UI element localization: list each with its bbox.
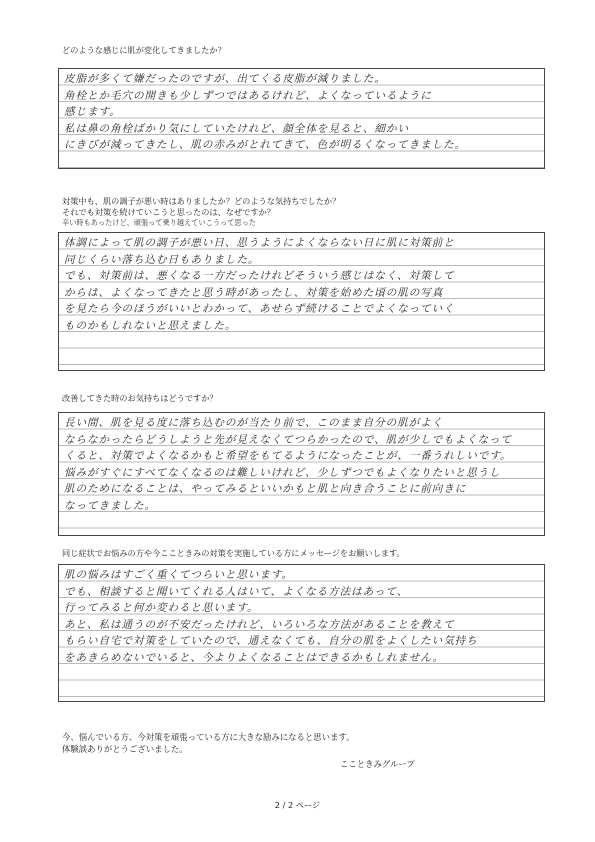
- answer-line: なってきました。: [64, 499, 156, 512]
- question-message: [62, 548, 542, 559]
- answer-line: くると、対策でよくなるかもと希望をもてるようになったことが、一番うれしいです。: [64, 450, 512, 462]
- answer-box-skin-change: [58, 68, 545, 169]
- answer-line: [64, 514, 541, 531]
- answer-line: 同じくらい落ち込む日もありました。: [64, 253, 260, 266]
- answer-line: ものかもしれないと思えました。: [64, 319, 237, 332]
- answer-line: をあきらめないでいると、今よりよくなることはできるかもしれません。: [64, 651, 444, 664]
- answer-line: 私は鼻の角栓ばかり気にしていたけれど、顔全体を見ると、細かい: [64, 122, 409, 135]
- answer-line: 悩みがすぐにすべてなくなるのは難しいけれど、少しずつでもよくなりたいと思うし: [64, 466, 501, 479]
- answer-line: 感じます。: [64, 106, 121, 118]
- answer-line: 長い間、肌を見る度に落ち込むのが当たり前で、このまま自分の肌がよく: [64, 417, 444, 429]
- answer-line: 肌のためになることは、やってみるといいかもと肌と向き合うことに前向きに: [64, 483, 467, 495]
- question-line: どのような感じに肌が変化してきましたか？: [62, 45, 226, 55]
- answer-line: ならなかったらどうしようと先が見えなくてつらかったので、肌が少しでもよくなって: [64, 433, 513, 446]
- question-line: それでも対策を続けていこうと思ったのは、なぜですか？: [62, 207, 275, 217]
- closing-line: 体験談ありがとうございました。: [62, 744, 188, 754]
- group-name: ここときみグループ: [340, 759, 415, 769]
- question-skin-change: [62, 45, 542, 56]
- answer-box-message: [58, 564, 545, 702]
- page-number: 2 / 2 ページ: [274, 800, 321, 810]
- answer-line: [64, 683, 541, 700]
- closing-line: 今、悩んでいる方、今対策を頑張っている方に大きな励みになると思います。: [62, 732, 355, 742]
- answer-box-bad-times: [58, 232, 545, 371]
- question-bad-times: [62, 196, 542, 227]
- question-line: 改善してきた時のお気持ちはどうですか？: [62, 393, 218, 403]
- answer-line: 行ってみると何か変わると思います。: [64, 602, 259, 614]
- answer-line: からは、よくなってきたと思う時があったし、対策を始めた頃の肌の写真: [64, 286, 444, 299]
- answer-line: でも、対策前は、悪くなる一方だったけれどそういう感じはなく、対策して: [64, 270, 455, 282]
- question-line: 対策中も、肌の調子が悪い時はありましたか？どのような気持ちでしたか？: [62, 196, 341, 206]
- answer-line: でも、相談すると聞いてくれる人はいて、よくなる方法はあって、: [64, 585, 409, 598]
- answer-line: あと、私は通うのが不安だったけれど、いろいろな方法があることを教えて: [64, 618, 455, 631]
- answer-line: もらい自宅で対策をしていたので、通えなくても、自分の肌をよくしたい気持ち: [64, 635, 478, 647]
- question-handwritten-note: 辛い時もあったけど、頑張って乗り越えていこうって思った: [62, 218, 256, 227]
- answer-line: [64, 666, 541, 683]
- answer-line: にきびが減ってきたし、肌の赤みがとれてきて、色が明るくなってきました。: [64, 139, 467, 151]
- answer-line: 皮脂が多くて嫌だったのですが、出てくる皮脂が減りました。: [64, 73, 386, 85]
- answer-line: 肌の悩みはすごく重くてつらいと思います。: [64, 569, 294, 581]
- answer-line: 体調によって肌の調子が悪い日、思うようによくならない日に肌に対策前と: [64, 237, 455, 249]
- answer-line: 角栓とか毛穴の開きも少しずつではあるけれど、よくなっているように: [64, 89, 432, 102]
- closing-text: [62, 731, 354, 755]
- answer-line: [64, 351, 541, 368]
- answer-line: [64, 334, 541, 351]
- question-improvement: [62, 393, 542, 404]
- question-line: 同じ症状でお悩みの方や今ここときみの対策を実施している方にメッセージをお願いします。: [62, 548, 405, 558]
- answer-box-improvement: [58, 412, 545, 536]
- answer-line: を見たら今のほうがいいとわかって、あせらず続けることでよくなっていく: [64, 303, 455, 315]
